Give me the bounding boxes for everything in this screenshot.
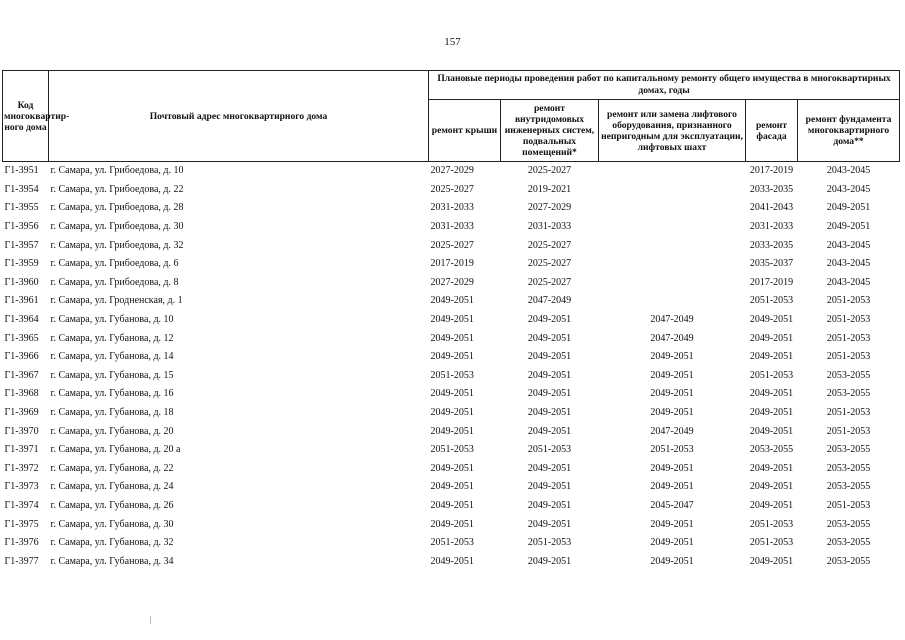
cell-lift [599,218,746,237]
cell-lift: 2049-2051 [650,537,694,549]
cell-roof: 2049-2051 [430,555,474,567]
cell-facade: 2049-2051 [749,555,794,567]
cell-engineering: 2051-2053 [527,444,572,456]
cell-code: Г1-3966 [4,351,39,363]
cell-lift [599,255,746,274]
cell-code: Г1-3974 [4,499,39,511]
table-row [3,385,900,404]
cell-facade: 2033-2035 [749,183,794,195]
cell-engineering: 2047-2049 [527,295,572,307]
cell-roof: 2031-2033 [430,202,474,214]
table-row [3,162,900,181]
cell-roof: 2049-2051 [430,332,474,344]
cell-roof: 2017-2019 [430,258,474,270]
table-row [3,515,900,534]
table-row [3,478,900,497]
cell-engineering: 2025-2027 [527,258,572,270]
cell-facade: 2051-2053 [749,537,794,549]
cell-address: г. Самара, ул. Губанова, д. 12 [50,332,174,344]
cell-engineering: 2049-2051 [527,369,572,381]
cell-foundation: 2043-2045 [826,276,871,288]
cell-roof: 2031-2033 [430,221,474,233]
cell-facade: 2049-2051 [749,314,794,326]
cell-lift: 2049-2051 [650,555,694,567]
cell-lift: 2049-2051 [650,388,694,400]
cell-lift: 2049-2051 [650,407,694,419]
cell-lift: 2049-2051 [650,369,694,381]
cell-address: г. Самара, ул. Грибоедова, д. 22 [50,183,184,195]
table-row [3,348,900,367]
page-number: 157 [444,36,461,48]
cell-foundation: 2051-2053 [826,425,871,437]
cell-code: Г1-3964 [4,314,39,326]
header-lift: ремонт или замена лифтового оборудования, признанного непригодным для эксплуатации, лифтовых шахт [599,100,746,162]
cell-foundation: 2053-2055 [826,369,871,381]
cell-foundation: 2053-2055 [826,388,871,400]
cell-address: г. Самара, ул. Губанова, д. 32 [50,537,174,549]
cell-roof: 2049-2051 [430,351,474,363]
cell-roof: 2049-2051 [430,407,474,419]
cell-facade: 2033-2035 [749,239,794,251]
table-row [3,255,900,274]
cell-roof: 2025-2027 [430,183,474,195]
cell-address: г. Самара, ул. Грибоедова, д. 8 [50,276,179,288]
cell-lift: 2049-2051 [650,518,694,530]
cell-engineering: 2019-2021 [527,183,572,195]
cell-code: Г1-3975 [4,518,39,530]
cell-roof: 2051-2053 [430,537,474,549]
cell-roof: 2049-2051 [430,462,474,474]
table-row [3,292,900,311]
cell-foundation: 2051-2053 [826,499,871,511]
cell-address: г. Самара, ул. Губанова, д. 22 [50,462,174,474]
cell-foundation: 2053-2055 [826,444,871,456]
table-row [3,311,900,330]
table-row [3,181,900,200]
cell-foundation: 2053-2055 [826,537,871,549]
cell-code: Г1-3951 [4,165,39,177]
cell-engineering: 2025-2027 [527,165,572,177]
cell-address: г. Самара, ул. Губанова, д. 15 [50,369,174,381]
cell-foundation: 2043-2045 [826,239,871,251]
cell-foundation: 2051-2053 [826,407,871,419]
cell-code: Г1-3965 [4,332,39,344]
cell-code: Г1-3973 [4,481,39,493]
table-row [3,367,900,386]
cell-engineering: 2025-2027 [527,239,572,251]
cell-address: г. Самара, ул. Гродненская, д. 1 [50,295,183,307]
header-roof: ремонт крыши [429,100,501,162]
table-body [3,162,900,572]
table-row [3,422,900,441]
cell-foundation: 2051-2053 [826,351,871,363]
cell-address: г. Самара, ул. Грибоедова, д. 6 [50,258,179,270]
cell-code: Г1-3969 [4,407,39,419]
cell-lift: 2047-2049 [650,332,694,344]
table-row [3,236,900,255]
cell-address: г. Самара, ул. Губанова, д. 20 а [50,444,181,456]
cell-facade: 2031-2033 [749,221,794,233]
cell-code: Г1-3977 [4,555,39,567]
cell-address: г. Самара, ул. Губанова, д. 34 [50,555,174,567]
cell-facade: 2035-2037 [749,258,794,270]
cell-lift [599,199,746,218]
table-header [3,71,900,162]
cell-engineering: 2051-2053 [527,537,572,549]
table-row [3,441,900,460]
cell-code: Г1-3968 [4,388,39,400]
table-row [3,460,900,479]
table-row [3,497,900,516]
cell-engineering: 2049-2051 [527,351,572,363]
cell-facade: 2049-2051 [749,332,794,344]
cell-code: Г1-3967 [4,369,39,381]
cell-facade: 2051-2053 [749,518,794,530]
header-engineering: ремонт внутридомовых инженерных систем, подвальных помещений* [501,100,599,162]
cell-address: г. Самара, ул. Губанова, д. 10 [50,314,174,326]
cell-engineering: 2049-2051 [527,407,572,419]
cell-roof: 2049-2051 [430,481,474,493]
cell-roof: 2049-2051 [430,295,474,307]
cell-code: Г1-3961 [4,295,39,307]
cell-address: г. Самара, ул. Грибоедова, д. 28 [50,202,184,214]
cell-engineering: 2025-2027 [527,276,572,288]
table-row [3,329,900,348]
header-periods-group: Плановые периоды проведения работ по капитальному ремонту общего имущества в многоквартирных домах, годы [429,71,900,100]
cell-code: Г1-3971 [4,444,39,456]
cell-roof: 2051-2053 [430,444,474,456]
cell-code: Г1-3972 [4,462,39,474]
cell-code: Г1-3960 [4,276,39,288]
cell-foundation: 2049-2051 [826,202,871,214]
scan-mark [150,616,151,624]
cell-facade: 2049-2051 [749,499,794,511]
cell-engineering: 2049-2051 [527,425,572,437]
cell-facade: 2049-2051 [749,407,794,419]
header-address: Почтовый адрес многоквартирного дома [49,71,429,162]
header-code: Код многоквартир-ного дома [3,71,49,162]
table-row [3,534,900,553]
cell-code: Г1-3954 [4,183,39,195]
cell-foundation: 2043-2045 [826,165,871,177]
cell-address: г. Самара, ул. Губанова, д. 20 [50,425,174,437]
cell-roof: 2049-2051 [430,499,474,511]
cell-lift: 2049-2051 [650,481,694,493]
cell-facade: 2017-2019 [749,165,794,177]
cell-facade: 2049-2051 [749,462,794,474]
cell-foundation: 2053-2055 [826,518,871,530]
table-row [3,218,900,237]
repair-schedule-table [2,70,900,571]
cell-lift [599,292,746,311]
cell-lift: 2047-2049 [650,314,694,326]
cell-engineering: 2027-2029 [527,202,572,214]
cell-roof: 2051-2053 [430,369,474,381]
cell-foundation: 2051-2053 [826,295,871,307]
cell-roof: 2049-2051 [430,518,474,530]
cell-facade: 2051-2053 [749,369,794,381]
cell-lift: 2049-2051 [650,351,694,363]
cell-facade: 2049-2051 [749,481,794,493]
cell-address: г. Самара, ул. Грибоедова, д. 10 [50,165,184,177]
cell-engineering: 2049-2051 [527,314,572,326]
cell-facade: 2051-2053 [749,295,794,307]
cell-facade: 2017-2019 [749,276,794,288]
cell-code: Г1-3956 [4,221,39,233]
cell-facade: 2049-2051 [749,388,794,400]
cell-roof: 2049-2051 [430,314,474,326]
cell-address: г. Самара, ул. Губанова, д. 30 [50,518,174,530]
cell-facade: 2049-2051 [749,351,794,363]
cell-lift: 2049-2051 [650,462,694,474]
cell-lift: 2047-2049 [650,425,694,437]
cell-engineering: 2049-2051 [527,518,572,530]
cell-foundation: 2043-2045 [826,183,871,195]
cell-address: г. Самара, ул. Грибоедова, д. 30 [50,221,184,233]
header-facade: ремонт фасада [746,100,798,162]
cell-address: г. Самара, ул. Грибоедова, д. 32 [50,239,184,251]
cell-facade: 2049-2051 [749,425,794,437]
table-row [3,199,900,218]
cell-engineering: 2049-2051 [527,481,572,493]
cell-lift [599,181,746,200]
cell-foundation: 2053-2055 [826,481,871,493]
cell-foundation: 2049-2051 [826,221,871,233]
cell-roof: 2027-2029 [430,276,474,288]
cell-code: Г1-3970 [4,425,39,437]
cell-facade: 2041-2043 [749,202,794,214]
cell-foundation: 2051-2053 [826,314,871,326]
cell-lift [599,162,746,181]
table-row [3,274,900,293]
table-row [3,552,900,571]
cell-roof: 2027-2029 [430,165,474,177]
cell-engineering: 2049-2051 [527,499,572,511]
cell-foundation: 2053-2055 [826,462,871,474]
cell-engineering: 2049-2051 [527,332,572,344]
cell-address: г. Самара, ул. Губанова, д. 16 [50,388,174,400]
cell-roof: 2049-2051 [430,388,474,400]
cell-lift: 2051-2053 [650,444,694,456]
cell-roof: 2049-2051 [430,425,474,437]
cell-address: г. Самара, ул. Губанова, д. 26 [50,499,174,511]
cell-code: Г1-3955 [4,202,39,214]
cell-lift [599,236,746,255]
cell-lift [599,274,746,293]
table-row [3,404,900,423]
cell-engineering: 2049-2051 [527,388,572,400]
cell-foundation: 2051-2053 [826,332,871,344]
cell-code: Г1-3959 [4,258,39,270]
cell-facade: 2053-2055 [749,444,794,456]
cell-code: Г1-3976 [4,537,39,549]
header-foundation: ремонт фундамента многоквартирного дома** [798,100,900,162]
cell-code: Г1-3957 [4,239,39,251]
cell-lift: 2045-2047 [650,499,694,511]
cell-address: г. Самара, ул. Губанова, д. 18 [50,407,174,419]
cell-engineering: 2049-2051 [527,462,572,474]
cell-foundation: 2043-2045 [826,258,871,270]
cell-address: г. Самара, ул. Губанова, д. 24 [50,481,174,493]
cell-engineering: 2031-2033 [527,221,572,233]
cell-address: г. Самара, ул. Губанова, д. 14 [50,351,174,363]
cell-engineering: 2049-2051 [527,555,572,567]
cell-roof: 2025-2027 [430,239,474,251]
cell-foundation: 2053-2055 [826,555,871,567]
